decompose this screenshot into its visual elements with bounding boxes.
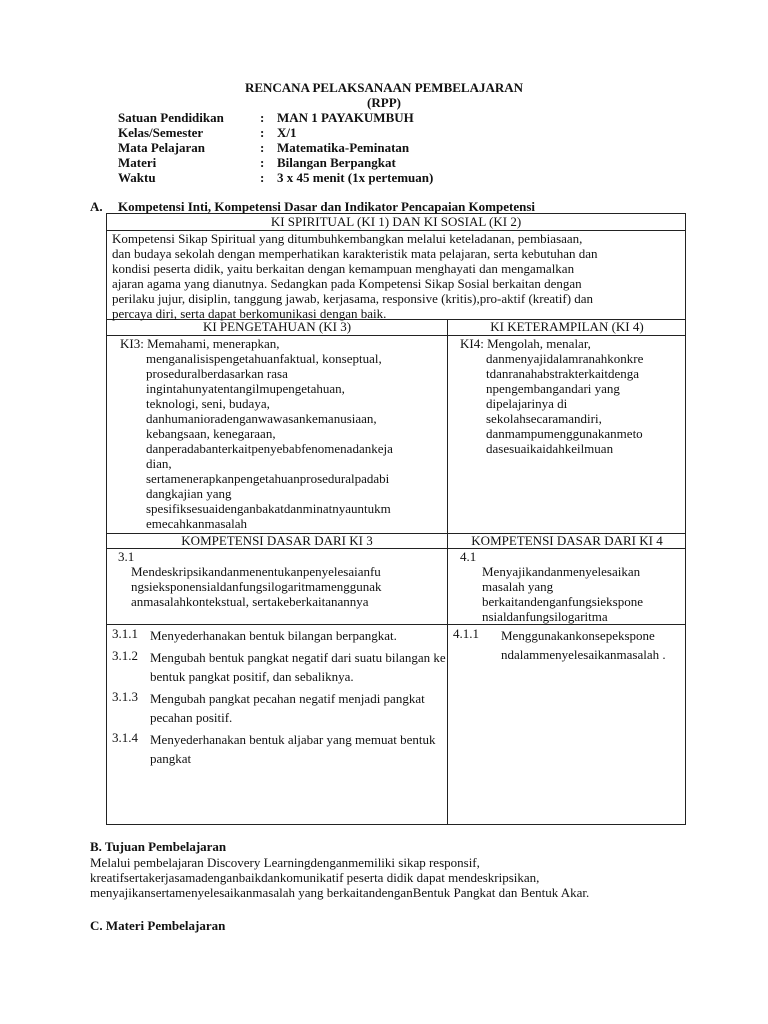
table-column-rule bbox=[447, 319, 448, 824]
document-subtitle: (RPP) bbox=[367, 95, 401, 110]
ki-spiritual-text: Kompetensi Sikap Spiritual yang ditumbuhkembangkan melalui keteladanan, pembiasaan, dan budaya sekolah dengan memperhatikan karakteristik mata pelajaran, serta kebutuhan dan kondisi peserta didik, yaitu berkaitan dengan kemampuan menghayati dan mengamalkan ajaran agama yang dianutnya. Sedangkan pada Kompetensi Sikap Sosial berkaitan dengan perilaku jujur, disiplin, tanggung jawab, kerjasama, responsive (kritis),pro-aktif (kreatif) dan percaya diri, serta dapat berkomunikasi dengan baik. bbox=[112, 231, 598, 321]
kd3-text: 3.1 Mendeskripsikandanmenentukanpenyelesaianfu ngsieksponensialdanfungsilogaritmamenggunak anmasalahkontekstual, sertakeberkaitanannya bbox=[118, 549, 382, 609]
meta-value: 3 x 45 menit (1x pertemuan) bbox=[277, 170, 434, 185]
meta-value: Matematika-Peminatan bbox=[277, 140, 410, 155]
meta-label: Mata Pelajaran bbox=[118, 140, 206, 155]
kd4-text: 4.1 Menyajikandanmenyelesaikan masalah yang berkaitandenganfungsiekspone nsialdanfungsilogaritma bbox=[460, 549, 644, 624]
meta-row: Materi : Bilangan Berpangkat bbox=[118, 155, 396, 170]
indicator-list-ki3 bbox=[112, 626, 446, 771]
section-b-text: Melalui pembelajaran Discovery Learningdenganmemiliki sikap responsif, kreatifsertakerjasamadenganbaikdankomunikatif peserta didik dapat mendeskripsikan, menyajikansertamenyelesaikanmasalah yang berkaitandenganBentuk Pangkat dan Bentuk Akar. bbox=[90, 855, 590, 900]
ki4-text: KI4: Mengolah, menalar, danmenyajidalamranahkonkre tdanranahabstrakterkaitdenga npengembangandari yang dipelajarinya di sekolahsecaramandiri, danmampumenggunakanmeto dasesuaikaidahkeilmuan bbox=[460, 336, 644, 456]
list-item: 3.1.3 Mengubah pangkat pecahan negatif menjadi pangkat pecahan positif. bbox=[112, 689, 425, 725]
table-rule bbox=[107, 624, 685, 625]
ki-spiritual-header: KI SPIRITUAL (KI 1) DAN KI SOSIAL (KI 2) bbox=[270, 214, 522, 229]
meta-value: MAN 1 PAYAKUMBUH bbox=[277, 110, 414, 125]
ki3-header: KI PENGETAHUAN (KI 3) bbox=[202, 319, 352, 334]
list-item: 3.1.1 Menyederhanakan bentuk bilangan berpangkat. bbox=[112, 626, 397, 643]
identity-block bbox=[118, 110, 433, 185]
meta-value: X/1 bbox=[277, 125, 297, 140]
section-a-heading: A. Kompetensi Inti, Kompetensi Dasar dan Indikator Pencapaian Kompetensi bbox=[90, 199, 536, 214]
section-b-heading: B. Tujuan Pembelajaran bbox=[90, 839, 227, 854]
meta-row: Satuan Pendidikan : MAN 1 PAYAKUMBUH bbox=[118, 110, 414, 125]
meta-label: Satuan Pendidikan bbox=[118, 110, 224, 125]
meta-label: Kelas/Semester bbox=[118, 125, 204, 140]
ki4-header: KI KETERAMPILAN (KI 4) bbox=[490, 319, 644, 334]
meta-label: Waktu bbox=[118, 170, 156, 185]
meta-label: Materi bbox=[118, 155, 157, 170]
competency-table bbox=[106, 213, 686, 825]
meta-value: Bilangan Berpangkat bbox=[277, 155, 396, 170]
list-item: 3.1.2 Mengubah bentuk pangkat negatif dari suatu bilangan ke bentuk pangkat positif, dan sebaliknya. bbox=[112, 648, 446, 684]
meta-row: Mata Pelajaran : Matematika-Peminatan bbox=[118, 140, 410, 155]
list-item: 3.1.4 Menyederhanakan bentuk aljabar yang memuat bentuk pangkat bbox=[112, 730, 436, 766]
kd4-header: KOMPETENSI DASAR DARI KI 4 bbox=[471, 533, 663, 548]
indicator-list-ki4 bbox=[453, 626, 685, 667]
section-c-heading: C. Materi Pembelajaran bbox=[90, 918, 226, 933]
list-item: 4.1.1 Menggunakankonsepekspone ndalammenyelesaikanmasalah . bbox=[453, 626, 666, 662]
kd3-header: KOMPETENSI DASAR DARI KI 3 bbox=[181, 533, 373, 548]
ki3-text: KI3: Memahami, menerapkan, menganalisispengetahuanfaktual, konseptual, proseduralberdasarkan rasa ingintahunyatentangilmupengetahuan, teknologi, seni, budaya, danhumanioradenganwawasankemanusiaan, kebangsaan, kenegaraan, danperadabanterkaitpenyebabfenomenadankeja dian, sertamenerapkanpengetahuanproseduralpadabi dangkajian yang spesifiksesuaidenganbakatdanminatnyauntukm emecahkanmasalah bbox=[120, 336, 393, 531]
meta-row: Kelas/Semester : X/1 bbox=[118, 125, 297, 140]
meta-row: Waktu : 3 x 45 menit (1x pertemuan) bbox=[118, 170, 434, 185]
document-title: RENCANA PELAKSANAAN PEMBELAJARAN bbox=[244, 80, 524, 95]
